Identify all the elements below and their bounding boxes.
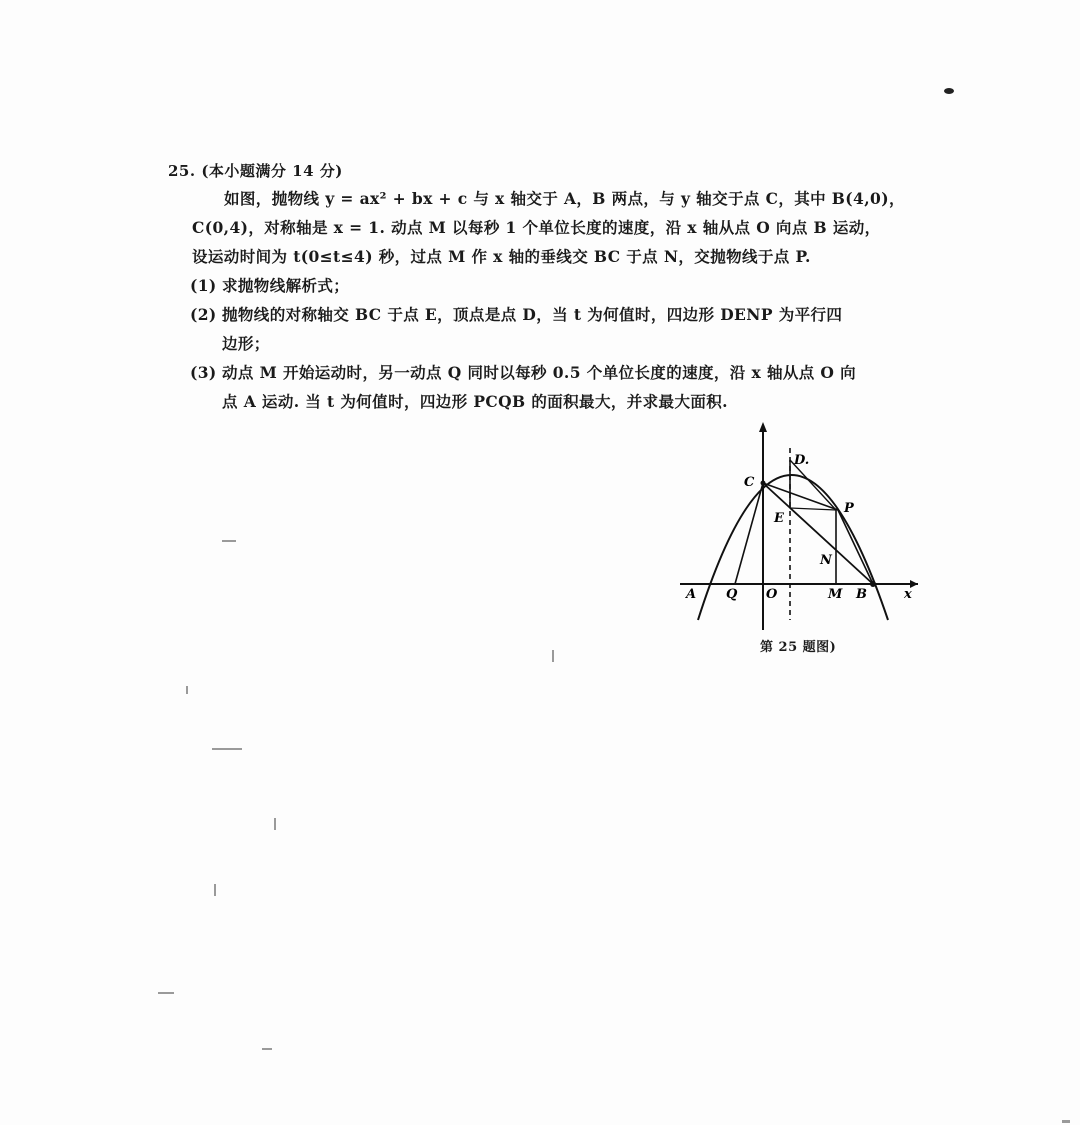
label-m: M [828, 587, 843, 602]
segment-ep [790, 508, 836, 510]
question-2 [168, 300, 928, 329]
sub-questions [168, 271, 928, 416]
label-e: E [774, 511, 784, 526]
y-axis-arrow [759, 422, 767, 432]
label-o: O [766, 587, 778, 602]
label-p: P [844, 501, 854, 516]
label-b: B [856, 587, 867, 602]
parabola-figure [676, 420, 926, 634]
scan-speck [212, 748, 242, 750]
problem-stem [192, 184, 928, 271]
question-2-number: (2) [190, 305, 217, 324]
scan-speck [214, 884, 216, 896]
scan-speck [274, 818, 276, 830]
question-2-text: 抛物线的对称轴交 BC 于点 E，顶点是点 D，当 t 为何值时，四边形 DENP 为平行四 [222, 305, 843, 324]
label-n: N [820, 553, 832, 568]
scan-speck [222, 540, 236, 542]
segment-cq [735, 483, 763, 584]
stem-line-3: 设运动时间为 t(0≤t≤4) 秒，过点 M 作 x 轴的垂线交 BC 于点 N，交抛物线于点 P. [192, 247, 811, 266]
problem-25 [168, 158, 928, 416]
scan-speck [186, 686, 188, 694]
stem-line-1: 如图，抛物线 y = ax² + bx + c 与 x 轴交于 A，B 两点，与 y 轴交于点 C，其中 B(4,0)， [224, 189, 905, 208]
scan-speck [1062, 1120, 1070, 1123]
point-b [870, 581, 876, 587]
question-2-continuation: 边形； [222, 334, 270, 353]
segment-cp [763, 483, 838, 510]
question-1-number: (1) [190, 276, 217, 295]
figure-caption: 第 25 题图) [760, 640, 837, 655]
stem-line-2: C(0,4)，对称轴是 x = 1. 动点 M 以每秒 1 个单位长度的速度，沿 x 轴从点 O 向点 B 运动， [192, 218, 881, 237]
label-c: C [744, 475, 755, 490]
scan-speck [262, 1048, 272, 1050]
label-a: A [686, 587, 697, 602]
scan-speck [552, 650, 554, 662]
question-1 [168, 271, 928, 300]
question-3 [168, 358, 928, 387]
label-x: x [904, 587, 912, 602]
question-1-text: 求抛物线解析式； [222, 276, 350, 295]
problem-header: 25. (本小题满分 14 分) [168, 162, 343, 180]
label-q: Q [726, 587, 738, 602]
scan-speck [158, 992, 174, 994]
segment-pb [838, 510, 873, 584]
question-3-number: (3) [190, 363, 217, 382]
point-c [761, 481, 766, 486]
segment-en [790, 508, 836, 550]
ink-mark [944, 88, 954, 94]
question-3-continuation: 点 A 运动. 当 t 为何值时，四边形 PCQB 的面积最大，并求最大面积. [222, 392, 728, 411]
question-3-text: 动点 M 开始运动时，另一动点 Q 同时以每秒 0.5 个单位长度的速度，沿 x 轴从点 O 向 [222, 363, 857, 382]
label-d: D. [794, 453, 810, 468]
